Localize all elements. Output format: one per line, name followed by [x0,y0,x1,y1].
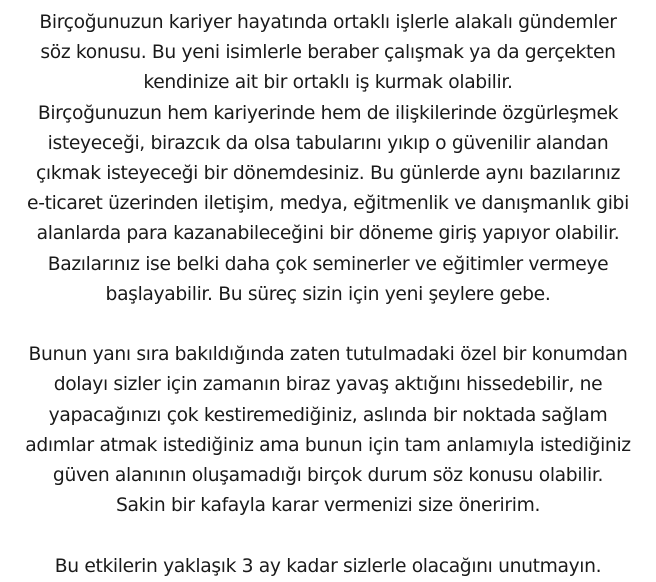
text-line: Bu etkilerin yaklaşık 3 ay kadar sizlerle olacağını unutmayın. [54,555,602,577]
paragraph-1 [0,8,656,310]
text-line: güven alanının oluşamadığı birçok durum söz konusu olabilir. [52,465,604,487]
text-line: Sakin bir kafayla karar vermenizi size öneririm. [115,495,541,517]
paragraph-2 [0,340,656,521]
paragraph-spacer [0,310,656,340]
text-line: alanlarda para kazanabileceğini bir döneme giriş yapıyor olabilir. [36,223,620,245]
text-line: isteyeceği, birazcık da olsa tabularını yıkıp o güvenilir alandan [47,132,609,154]
text-line: Bazılarınız ise belki daha çok seminerler ve eğitimler vermeye [47,253,609,275]
text-line: Bunun yanı sıra bakıldığında zaten tutulmadaki özel bir konumdan [28,344,628,366]
text-line: e-ticaret üzerinden iletişim, medya, eğitmenlik ve danışmanlık gibi [27,193,629,215]
document-body [0,8,656,582]
text-line: kendinize ait bir ortaklı iş kurmak olabilir. [143,72,513,94]
text-line: Birçoğunuzun hem kariyerinde hem de ilişkilerinde özgürleşmek [37,102,619,124]
text-line: Birçoğunuzun kariyer hayatında ortaklı işlerle alakalı gündemler [39,12,617,33]
text-line: başlayabilir. Bu süreç sizin için yeni şeylere gebe. [105,283,551,305]
paragraph-3 [0,552,656,582]
text-line: söz konusu. Bu yeni isimlerle beraber çalışmak ya da gerçekten [40,42,616,64]
paragraph-spacer [0,521,656,551]
text-line: adımlar atmak istediğiniz ama bunun için tam anlamıyla istediğiniz [25,434,631,456]
text-line: çıkmak isteyeceği bir dönemdesiniz. Bu günlerde aynı bazılarınız [35,163,621,185]
text-line: yapacağınızı çok kestiremediğiniz, aslında bir noktada sağlam [48,404,608,426]
text-line: dolayı sizler için zamanın biraz yavaş aktığını hissedebilir, ne [53,374,603,396]
